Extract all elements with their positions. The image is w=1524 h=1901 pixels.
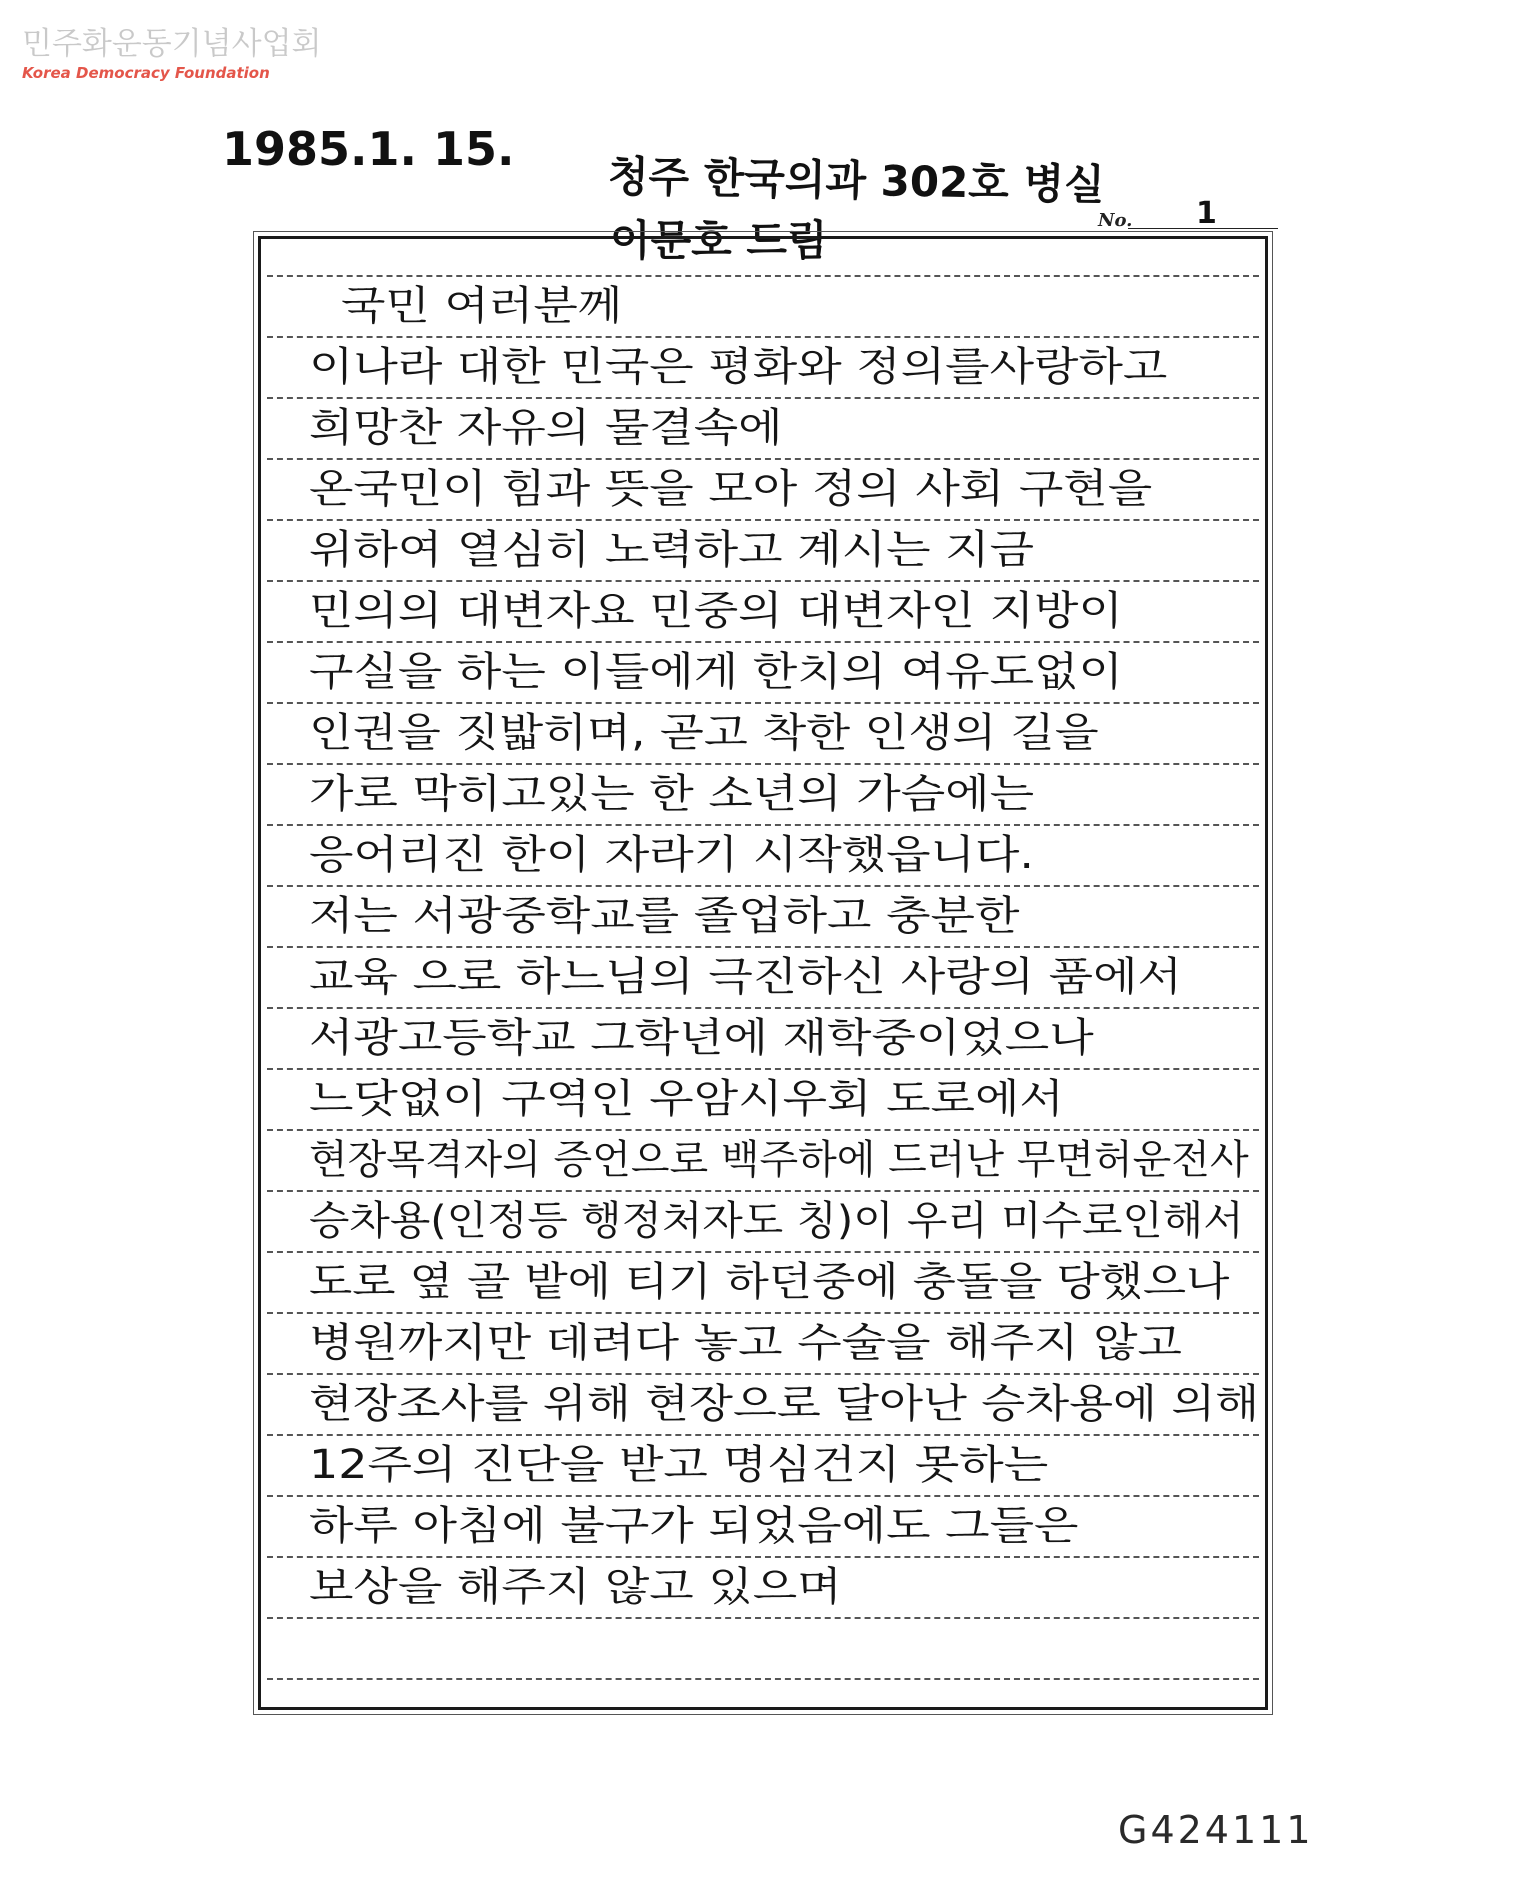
letter-line: [261, 1009, 1271, 1067]
archive-code: G424111: [1118, 1808, 1314, 1852]
page-number-value: 1: [1196, 196, 1217, 231]
ruled-line: [267, 1678, 1259, 1680]
letter-line-text: 현장조사를 위해 현장으로 달아난 승차용에 의해: [309, 1381, 1260, 1427]
watermark-english: Korea Democracy Foundation: [22, 64, 270, 82]
letter-line-text: 12주의 진단을 받고 명심건지 못하는: [309, 1442, 1049, 1488]
letter-line: [261, 399, 1271, 457]
letter-line: [261, 948, 1271, 1006]
letter-line-text: 민의의 대변자요 민중의 대변자인 지방이: [309, 588, 1123, 634]
letter-line-text: 도로 옆 골 밭에 티기 하던중에 충돌을 당했으나: [309, 1259, 1230, 1305]
letter-line-text: 저는 서광중학교를 졸업하고 충분한: [309, 893, 1020, 939]
letter-line-text: 이나라 대한 민국은 평화와 정의를사랑하고: [309, 344, 1168, 390]
letter-line-text: 구실을 하는 이들에게 한치의 여유도없이: [309, 649, 1123, 695]
page-number-label: No.: [1098, 210, 1133, 231]
letter-line: [261, 582, 1271, 640]
letter-line: [261, 460, 1271, 518]
letter-sender: 이문호 드림: [610, 216, 828, 265]
ruled-line: [267, 1617, 1259, 1619]
letter-line: [261, 643, 1271, 701]
letter-date: 1985.1. 15.: [222, 122, 515, 176]
letter-line: [261, 1558, 1271, 1616]
letter-line-text: 하루 아침에 불구가 되었음에도 그들은: [309, 1503, 1079, 1549]
letter-line-text: 국민 여러분께: [341, 283, 623, 329]
letter-line: [261, 277, 1271, 335]
letter-line: [261, 765, 1271, 823]
letter-line: [261, 704, 1271, 762]
letter-line: [261, 1497, 1271, 1555]
letter-line: [261, 826, 1271, 884]
letter-line: [261, 1070, 1271, 1128]
letter-line-text: 온국민이 힘과 뜻을 모아 정의 사회 구현을: [309, 466, 1153, 512]
letter-line: [261, 887, 1271, 945]
letter-line: [261, 1375, 1271, 1433]
letter-line-text: 인권을 짓밟히며, 곧고 착한 인생의 길을: [309, 710, 1099, 756]
letter-line-text: 응어리진 한이 자라기 시작했읍니다.: [309, 832, 1035, 878]
letter-line: [261, 1192, 1271, 1250]
letter-line: [261, 1314, 1271, 1372]
letter-line-text: 승차용(인정등 행정처자도 칭)이 우리 미수로인해서: [309, 1198, 1244, 1244]
letter-line-text: 희망찬 자유의 물결속에: [309, 405, 783, 451]
letter-line-text: 병원까지만 데려다 놓고 수술을 해주지 않고: [309, 1320, 1182, 1366]
watermark-korean: 민주화운동기념사업회: [22, 26, 322, 62]
letter-line: [261, 1131, 1271, 1189]
letter-line: [261, 1436, 1271, 1494]
letter-line: [261, 338, 1271, 396]
ruled-letter-paper: [258, 236, 1268, 1710]
letter-line-text: 위하여 열심히 노력하고 계시는 지금: [309, 527, 1035, 573]
letter-line-text: 서광고등학교 그학년에 재학중이었으나: [309, 1015, 1094, 1061]
letter-line-text: 느닷없이 구역인 우암시우회 도로에서: [309, 1076, 1064, 1122]
letter-line-text: 가로 막히고있는 한 소년의 가슴에는: [309, 771, 1035, 817]
letter-line-text: 현장목격자의 증언으로 백주하에 드러난 무면허운전사: [309, 1137, 1249, 1183]
letter-line: [261, 1253, 1271, 1311]
letter-line: [261, 521, 1271, 579]
letter-line-text: 보상을 해주지 않고 있으며: [309, 1564, 842, 1610]
letter-location: 청주 한국의과 302호 병실: [607, 151, 1106, 210]
letter-line-text: 교육 으로 하느님의 극진하신 사랑의 품에서: [309, 954, 1182, 1000]
